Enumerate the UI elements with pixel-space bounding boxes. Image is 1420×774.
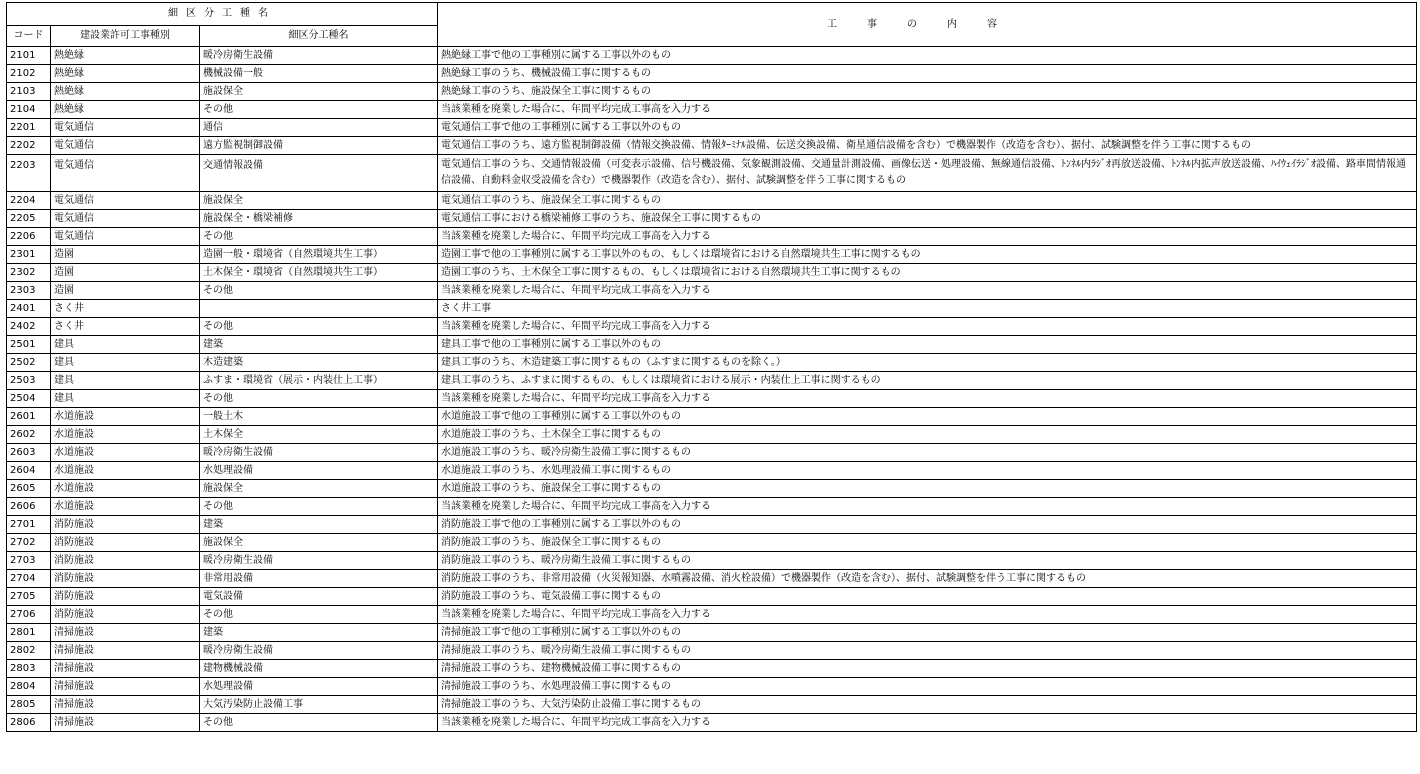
subname-cell: 水処理設備 xyxy=(200,462,438,480)
content-cell: 当該業種を廃業した場合に、年間平均完成工事高を入力する xyxy=(438,282,1417,300)
table-row xyxy=(7,83,1417,101)
content-cell: 水道施設工事のうち、暖冷房衛生設備工事に関するもの xyxy=(438,444,1417,462)
table-row xyxy=(7,137,1417,155)
category-cell: 消防施設 xyxy=(51,534,200,552)
code-cell: 2202 xyxy=(7,137,51,155)
code-cell: 2806 xyxy=(7,714,51,732)
subname-cell: その他 xyxy=(200,318,438,336)
content-cell: 消防施設工事で他の工事種別に属する工事以外のもの xyxy=(438,516,1417,534)
subname-cell: その他 xyxy=(200,282,438,300)
table-row xyxy=(7,336,1417,354)
content-cell: 造園工事で他の工事種別に属する工事以外のもの、もしくは環境省における自然環境共生工事に関するもの xyxy=(438,246,1417,264)
code-cell: 2703 xyxy=(7,552,51,570)
content-cell: 消防施設工事のうち、電気設備工事に関するもの xyxy=(438,588,1417,606)
code-cell: 2803 xyxy=(7,660,51,678)
subname-cell: 一般土木 xyxy=(200,408,438,426)
content-cell: 清掃施設工事のうち、暖冷房衛生設備工事に関するもの xyxy=(438,642,1417,660)
subname-cell: 施設保全 xyxy=(200,192,438,210)
code-cell: 2301 xyxy=(7,246,51,264)
code-cell: 2103 xyxy=(7,83,51,101)
category-cell: 清掃施設 xyxy=(51,678,200,696)
category-cell: 清掃施設 xyxy=(51,624,200,642)
code-cell: 2606 xyxy=(7,498,51,516)
content-cell: 水道施設工事のうち、土木保全工事に関するもの xyxy=(438,426,1417,444)
content-cell: 当該業種を廃業した場合に、年間平均完成工事高を入力する xyxy=(438,390,1417,408)
content-cell: 建具工事のうち、ふすまに関するもの、もしくは環境省における展示・内装仕上工事に関するもの xyxy=(438,372,1417,390)
category-cell: 建具 xyxy=(51,390,200,408)
category-cell: さく井 xyxy=(51,318,200,336)
table-row xyxy=(7,588,1417,606)
category-cell: 消防施設 xyxy=(51,588,200,606)
subname-cell: 機械設備一般 xyxy=(200,65,438,83)
content-cell: 水道施設工事のうち、施設保全工事に関するもの xyxy=(438,480,1417,498)
subname-cell: その他 xyxy=(200,606,438,624)
code-header: コード xyxy=(7,26,51,47)
category-cell: 消防施設 xyxy=(51,606,200,624)
subname-cell: 通信 xyxy=(200,119,438,137)
table-row xyxy=(7,552,1417,570)
category-header: 建設業許可工事種別 xyxy=(51,26,200,47)
content-cell: 熱絶縁工事のうち、施設保全工事に関するもの xyxy=(438,83,1417,101)
content-header: 工事の内容 xyxy=(438,3,1417,47)
category-cell: 清掃施設 xyxy=(51,696,200,714)
category-cell: 電気通信 xyxy=(51,210,200,228)
content-cell: 電気通信工事のうち、施設保全工事に関するもの xyxy=(438,192,1417,210)
subname-cell: 水処理設備 xyxy=(200,678,438,696)
category-cell: 造園 xyxy=(51,264,200,282)
subname-cell: 施設保全・橋梁補修 xyxy=(200,210,438,228)
content-cell: 清掃施設工事のうち、水処理設備工事に関するもの xyxy=(438,678,1417,696)
subname-cell: 暖冷房衛生設備 xyxy=(200,552,438,570)
table-body xyxy=(7,47,1417,732)
table-row xyxy=(7,678,1417,696)
content-cell: 水道施設工事のうち、水処理設備工事に関するもの xyxy=(438,462,1417,480)
category-cell: 電気通信 xyxy=(51,155,200,192)
code-cell: 2502 xyxy=(7,354,51,372)
category-cell: 水道施設 xyxy=(51,480,200,498)
table-row xyxy=(7,498,1417,516)
table-row xyxy=(7,300,1417,318)
subname-cell: 交通情報設備 xyxy=(200,155,438,192)
content-cell: 当該業種を廃業した場合に、年間平均完成工事高を入力する xyxy=(438,228,1417,246)
category-cell: 水道施設 xyxy=(51,426,200,444)
table-row xyxy=(7,660,1417,678)
code-cell: 2604 xyxy=(7,462,51,480)
category-cell: さく井 xyxy=(51,300,200,318)
subname-cell: 暖冷房衛生設備 xyxy=(200,47,438,65)
code-cell: 2206 xyxy=(7,228,51,246)
code-cell: 2804 xyxy=(7,678,51,696)
subname-cell: 暖冷房衛生設備 xyxy=(200,642,438,660)
code-cell: 2501 xyxy=(7,336,51,354)
content-cell: さく井工事 xyxy=(438,300,1417,318)
subname-cell: 施設保全 xyxy=(200,534,438,552)
category-cell: 建具 xyxy=(51,354,200,372)
content-cell: 造園工事のうち、土木保全工事に関するもの、もしくは環境省における自然環境共生工事に関するもの xyxy=(438,264,1417,282)
table-row xyxy=(7,390,1417,408)
table-row xyxy=(7,354,1417,372)
content-cell: 消防施設工事のうち、施設保全工事に関するもの xyxy=(438,534,1417,552)
subname-cell: 非常用設備 xyxy=(200,570,438,588)
table-row xyxy=(7,264,1417,282)
code-cell: 2705 xyxy=(7,588,51,606)
code-cell: 2602 xyxy=(7,426,51,444)
table-row xyxy=(7,462,1417,480)
table-row xyxy=(7,480,1417,498)
code-cell: 2205 xyxy=(7,210,51,228)
content-cell: 当該業種を廃業した場合に、年間平均完成工事高を入力する xyxy=(438,318,1417,336)
code-cell: 2605 xyxy=(7,480,51,498)
table-row xyxy=(7,606,1417,624)
content-cell: 清掃施設工事で他の工事種別に属する工事以外のもの xyxy=(438,624,1417,642)
subname-cell: 建築 xyxy=(200,336,438,354)
category-cell: 水道施設 xyxy=(51,462,200,480)
content-cell: 電気通信工事のうち、遠方監視制御設備（情報交換設備、情報ﾀｰﾐﾅﾙ設備、伝送交換設備、衛星通信設備を含む）で機器製作（改造を含む）、据付、試験調整を伴う工事に関するもの xyxy=(438,137,1417,155)
table-row xyxy=(7,192,1417,210)
content-cell: 建具工事のうち、木造建築工事に関するもの（ふすまに関するものを除く。） xyxy=(438,354,1417,372)
content-cell: 消防施設工事のうち、非常用設備（火災報知器、水噴霧設備、消火栓設備）で機器製作（改造を含む）、据付、試験調整を伴う工事に関するもの xyxy=(438,570,1417,588)
table-row xyxy=(7,444,1417,462)
table-row xyxy=(7,696,1417,714)
content-cell: 電気通信工事のうち、交通情報設備（可変表示設備、信号機設備、気象観測設備、交通量計測設備、画像伝送・処理設備、無線通信設備、ﾄﾝﾈﾙ内ﾗｼﾞｵ再放送設備、ﾄﾝﾈﾙ内拡声放送設備、ﾊｲｳｪｲﾗｼﾞｵ設備、路車間情報通信設備、自動料金収受設備を含む）で機器製作（改造を含む）、据付、試験調整を伴う工事に関するもの xyxy=(438,155,1417,192)
subname-cell: 施設保全 xyxy=(200,83,438,101)
table-row xyxy=(7,426,1417,444)
subname-cell xyxy=(200,300,438,318)
table-row xyxy=(7,534,1417,552)
subname-cell: 造園一般・環境省（自然環境共生工事） xyxy=(200,246,438,264)
table-row xyxy=(7,47,1417,65)
category-cell: 水道施設 xyxy=(51,408,200,426)
category-cell: 清掃施設 xyxy=(51,714,200,732)
subname-header: 細区分工種名 xyxy=(200,26,438,47)
code-cell: 2203 xyxy=(7,155,51,192)
subname-cell: ふすま・環境省（展示・内装仕上工事） xyxy=(200,372,438,390)
work-type-table xyxy=(6,2,1417,732)
code-cell: 2701 xyxy=(7,516,51,534)
category-cell: 熱絶縁 xyxy=(51,83,200,101)
subname-cell: 暖冷房衛生設備 xyxy=(200,444,438,462)
category-cell: 建具 xyxy=(51,336,200,354)
table-row xyxy=(7,408,1417,426)
category-cell: 熱絶縁 xyxy=(51,47,200,65)
subname-cell: 建物機械設備 xyxy=(200,660,438,678)
table-row xyxy=(7,155,1417,192)
subname-cell: その他 xyxy=(200,390,438,408)
code-cell: 2603 xyxy=(7,444,51,462)
category-cell: 熱絶縁 xyxy=(51,65,200,83)
category-cell: 清掃施設 xyxy=(51,642,200,660)
code-cell: 2805 xyxy=(7,696,51,714)
content-cell: 当該業種を廃業した場合に、年間平均完成工事高を入力する xyxy=(438,498,1417,516)
content-cell: 熱絶縁工事のうち、機械設備工事に関するもの xyxy=(438,65,1417,83)
category-cell: 水道施設 xyxy=(51,498,200,516)
subname-cell: その他 xyxy=(200,101,438,119)
table-row xyxy=(7,101,1417,119)
code-cell: 2303 xyxy=(7,282,51,300)
category-cell: 電気通信 xyxy=(51,137,200,155)
content-cell: 熱絶縁工事で他の工事種別に属する工事以外のもの xyxy=(438,47,1417,65)
subname-cell: その他 xyxy=(200,228,438,246)
subname-cell: 建築 xyxy=(200,516,438,534)
category-cell: 消防施設 xyxy=(51,552,200,570)
subname-cell: 施設保全 xyxy=(200,480,438,498)
code-cell: 2802 xyxy=(7,642,51,660)
subname-cell: その他 xyxy=(200,498,438,516)
subname-cell: 土木保全・環境省（自然環境共生工事） xyxy=(200,264,438,282)
table-row xyxy=(7,119,1417,137)
table-row xyxy=(7,282,1417,300)
content-cell: 消防施設工事のうち、暖冷房衛生設備工事に関するもの xyxy=(438,552,1417,570)
content-cell: 清掃施設工事のうち、建物機械設備工事に関するもの xyxy=(438,660,1417,678)
subname-cell: 遠方監視制御設備 xyxy=(200,137,438,155)
group-header: 細区分工種名 xyxy=(7,3,438,26)
subname-cell: 電気設備 xyxy=(200,588,438,606)
code-cell: 2601 xyxy=(7,408,51,426)
table-row xyxy=(7,228,1417,246)
category-cell: 電気通信 xyxy=(51,228,200,246)
category-cell: 清掃施設 xyxy=(51,660,200,678)
table-row xyxy=(7,246,1417,264)
content-cell: 建具工事で他の工事種別に属する工事以外のもの xyxy=(438,336,1417,354)
code-cell: 2801 xyxy=(7,624,51,642)
category-cell: 電気通信 xyxy=(51,119,200,137)
category-cell: 消防施設 xyxy=(51,570,200,588)
code-cell: 2704 xyxy=(7,570,51,588)
code-cell: 2204 xyxy=(7,192,51,210)
category-cell: 造園 xyxy=(51,246,200,264)
code-cell: 2101 xyxy=(7,47,51,65)
subname-cell: 大気汚染防止設備工事 xyxy=(200,696,438,714)
content-cell: 電気通信工事で他の工事種別に属する工事以外のもの xyxy=(438,119,1417,137)
table-row xyxy=(7,318,1417,336)
code-cell: 2102 xyxy=(7,65,51,83)
code-cell: 2104 xyxy=(7,101,51,119)
table-row xyxy=(7,642,1417,660)
table-row xyxy=(7,372,1417,390)
category-cell: 水道施設 xyxy=(51,444,200,462)
table-row xyxy=(7,624,1417,642)
subname-cell: 建築 xyxy=(200,624,438,642)
subname-cell: その他 xyxy=(200,714,438,732)
code-cell: 2702 xyxy=(7,534,51,552)
content-cell: 水道施設工事で他の工事種別に属する工事以外のもの xyxy=(438,408,1417,426)
subname-cell: 土木保全 xyxy=(200,426,438,444)
category-cell: 熱絶縁 xyxy=(51,101,200,119)
table-row xyxy=(7,714,1417,732)
category-cell: 建具 xyxy=(51,372,200,390)
code-cell: 2302 xyxy=(7,264,51,282)
code-cell: 2504 xyxy=(7,390,51,408)
code-cell: 2201 xyxy=(7,119,51,137)
code-cell: 2706 xyxy=(7,606,51,624)
content-cell: 当該業種を廃業した場合に、年間平均完成工事高を入力する xyxy=(438,714,1417,732)
code-cell: 2503 xyxy=(7,372,51,390)
content-cell: 電気通信工事における橋梁補修工事のうち、施設保全工事に関するもの xyxy=(438,210,1417,228)
table-row xyxy=(7,210,1417,228)
code-cell: 2402 xyxy=(7,318,51,336)
content-cell: 当該業種を廃業した場合に、年間平均完成工事高を入力する xyxy=(438,606,1417,624)
category-cell: 造園 xyxy=(51,282,200,300)
category-cell: 消防施設 xyxy=(51,516,200,534)
subname-cell: 木造建築 xyxy=(200,354,438,372)
category-cell: 電気通信 xyxy=(51,192,200,210)
content-cell: 当該業種を廃業した場合に、年間平均完成工事高を入力する xyxy=(438,101,1417,119)
code-cell: 2401 xyxy=(7,300,51,318)
table-row xyxy=(7,65,1417,83)
table-row xyxy=(7,570,1417,588)
table-row xyxy=(7,516,1417,534)
content-cell: 清掃施設工事のうち、大気汚染防止設備工事に関するもの xyxy=(438,696,1417,714)
